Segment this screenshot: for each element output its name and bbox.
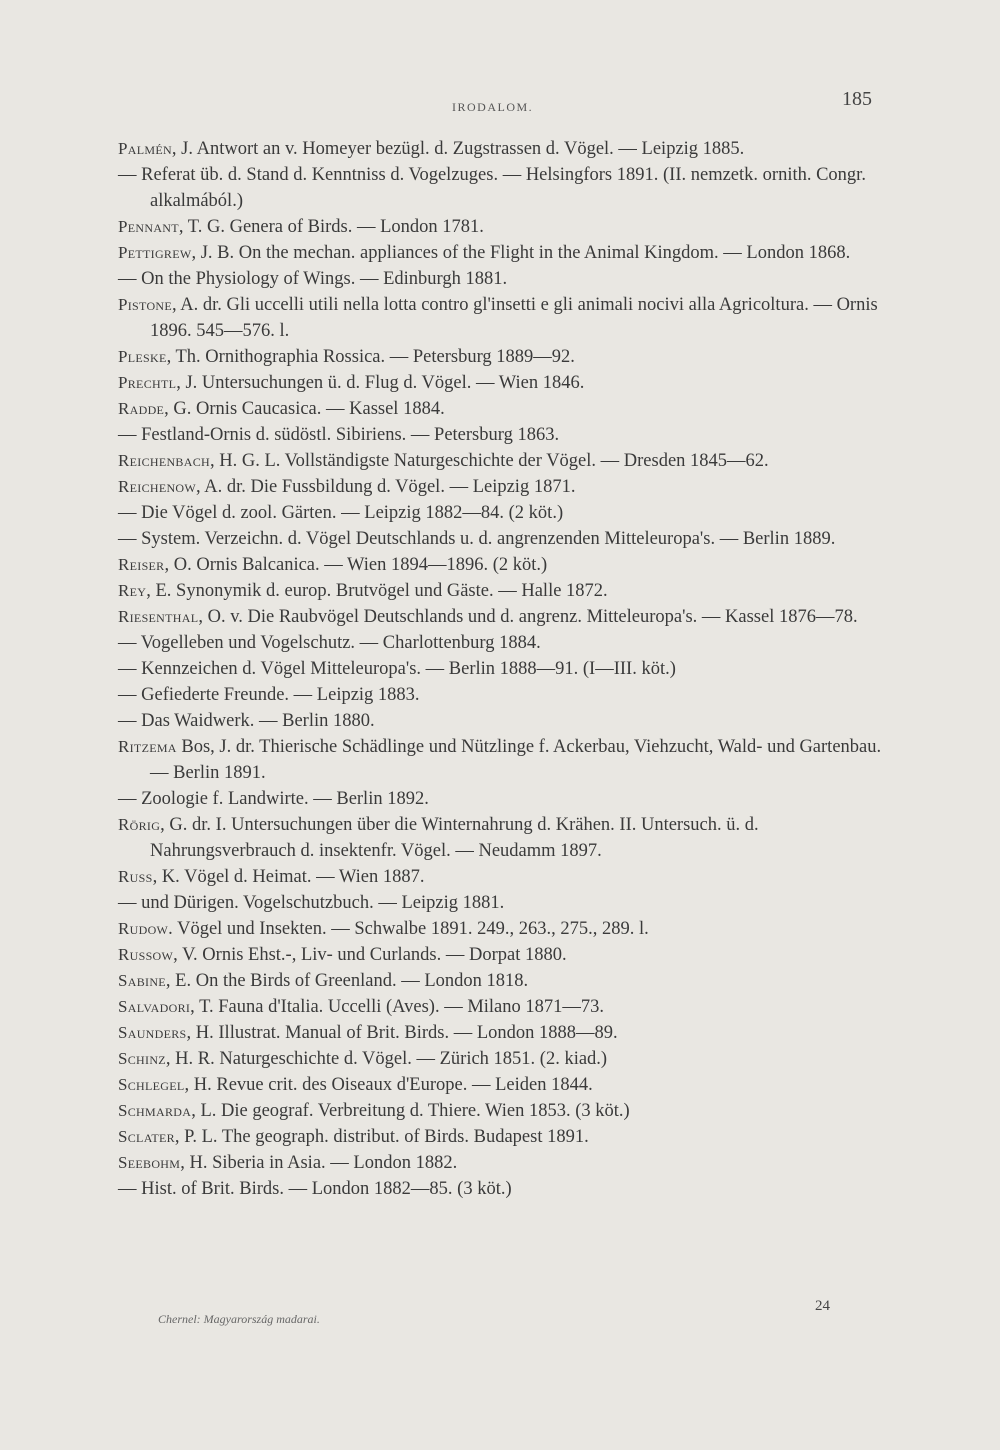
- author-name: Seebohm: [118, 1153, 181, 1172]
- author-name: Reiser: [118, 555, 165, 574]
- bibliography-entry: [118, 786, 888, 812]
- bibliography-entry: [118, 604, 888, 630]
- bibliography-entry: [118, 812, 888, 864]
- author-name: Riesenthal: [118, 607, 199, 626]
- bibliography-entry: [118, 422, 888, 448]
- bibliography-entry: [118, 292, 888, 344]
- bibliography-entry: [118, 474, 888, 500]
- bibliography-entry: [118, 1176, 888, 1202]
- entry-text: , T. G. Genera of Birds. — London 1781.: [178, 217, 484, 237]
- author-name: Pettigrew: [118, 243, 192, 262]
- entry-text: , A. dr. Die Fussbildung d. Vögel. — Leipzig 1871.: [196, 477, 576, 497]
- entry-text: — Hist. of Brit. Birds. — London 1882—85. (3 köt.): [118, 1179, 512, 1199]
- bibliography-entry: [118, 266, 888, 292]
- entry-text: — Das Waidwerk. — Berlin 1880.: [118, 711, 375, 731]
- entry-text: , V. Ornis Ehst.-, Liv- und Curlands. — Dorpat 1880.: [173, 945, 567, 965]
- entry-text: . Vögel und Insekten. — Schwalbe 1891. 249., 263., 275., 289. l.: [168, 919, 649, 939]
- page-number: 185: [842, 88, 872, 110]
- entry-text: , H. Revue crit. des Oiseaux d'Europe. — Leiden 1844.: [184, 1075, 593, 1095]
- author-name: Salvadori: [118, 997, 191, 1016]
- bibliography-entry: [118, 942, 888, 968]
- entry-text: — Referat üb. d. Stand d. Kenntniss d. Vogelzuges. — Helsingfors 1891. (II. nemzetk. ornith. Congr. alkalmából.): [118, 165, 866, 211]
- entry-text: , Th. Ornithographia Rossica. — Petersburg 1889—92.: [166, 347, 575, 367]
- bibliography-entry: [118, 968, 888, 994]
- entry-text: Bos, J. dr. Thierische Schädlinge und Nützlinge f. Ackerbau, Viehzucht, Wald- und Gartenbau. — Berlin 1891.: [150, 737, 882, 783]
- author-name: Palmén: [118, 139, 172, 158]
- author-name: Russow: [118, 945, 174, 964]
- bibliography-entry: [118, 136, 888, 162]
- entry-text: , O. Ornis Balcanica. — Wien 1894—1896. (2 köt.): [164, 555, 548, 575]
- bibliography-entry: [118, 448, 888, 474]
- bibliography-entry: [118, 214, 888, 240]
- author-name: Ritzema: [118, 737, 177, 756]
- bibliography-entry: [118, 396, 888, 422]
- bibliography-entry: [118, 994, 888, 1020]
- sheet-signature: 24: [815, 1298, 830, 1314]
- author-name: Schlegel: [118, 1075, 185, 1094]
- entry-text: , J. Antwort an v. Homeyer bezügl. d. Zugstrassen d. Vögel. — Leipzig 1885.: [171, 139, 745, 159]
- bibliography-entry: [118, 864, 888, 890]
- author-name: Pennant: [118, 217, 179, 236]
- entry-text: — System. Verzeichn. d. Vögel Deutschlands u. d. angrenzenden Mitteleuropa's. — Berlin 1889.: [118, 529, 836, 549]
- entry-text: , T. Fauna d'Italia. Uccelli (Aves). — Milano 1871—73.: [190, 997, 605, 1017]
- entry-text: — Gefiederte Freunde. — Leipzig 1883.: [118, 685, 420, 705]
- bibliography-entry: [118, 1150, 888, 1176]
- author-name: Rudow: [118, 919, 169, 938]
- entry-text: , E. Synonymik d. europ. Brutvögel und Gäste. — Halle 1872.: [146, 581, 608, 601]
- entry-text: , A. dr. Gli uccelli utili nella lotta contro gl'insetti e gli animali nocivi alla Agricoltura. — Ornis 1896. 545—576. l.: [150, 295, 878, 341]
- author-name: Pistone: [118, 295, 172, 314]
- entry-text: — Kennzeichen d. Vögel Mitteleuropa's. — Berlin 1888—91. (I—III. köt.): [118, 659, 676, 679]
- entry-text: , H. G. L. Vollständigste Naturgeschichte der Vögel. — Dresden 1845—62.: [209, 451, 769, 471]
- entry-text: — Zoologie f. Landwirte. — Berlin 1892.: [118, 789, 429, 809]
- author-name: Pleske: [118, 347, 167, 366]
- entry-text: — und Dürigen. Vogelschutzbuch. — Leipzig 1881.: [118, 893, 505, 913]
- bibliography-entry: [118, 1124, 888, 1150]
- bibliography-entry: [118, 370, 888, 396]
- bibliography-entry: [118, 890, 888, 916]
- entry-text: , K. Vögel d. Heimat. — Wien 1887.: [152, 867, 425, 887]
- author-name: Reichenbach: [118, 451, 210, 470]
- entry-text: — Die Vögel d. zool. Gärten. — Leipzig 1882—84. (2 köt.): [118, 503, 564, 523]
- entry-text: — On the Physiology of Wings. — Edinburgh 1881.: [118, 269, 508, 289]
- bibliography-entry: [118, 630, 888, 656]
- entry-text: — Vogelleben und Vogelschutz. — Charlottenburg 1884.: [118, 633, 541, 653]
- author-name: Sabine: [118, 971, 166, 990]
- author-name: Russ: [118, 867, 153, 886]
- running-title: IRODALOM.: [452, 100, 534, 114]
- author-name: Rey: [118, 581, 147, 600]
- bibliography-entry: [118, 240, 888, 266]
- bibliography-entry: [118, 734, 888, 786]
- bibliography-entry: [118, 1098, 888, 1124]
- author-name: Saunders: [118, 1023, 187, 1042]
- entry-text: , G. Ornis Caucasica. — Kassel 1884.: [164, 399, 445, 419]
- entry-text: , H. Illustrat. Manual of Brit. Birds. — London 1888—89.: [186, 1023, 618, 1043]
- bibliography-entry: [118, 344, 888, 370]
- entry-text: , E. On the Birds of Greenland. — London 1818.: [165, 971, 529, 991]
- bibliography-list: [118, 136, 888, 1202]
- bibliography-entry: [118, 708, 888, 734]
- entry-text: — Festland-Ornis d. südöstl. Sibiriens. — Petersburg 1863.: [118, 425, 560, 445]
- author-name: Radde: [118, 399, 165, 418]
- bibliography-entry: [118, 1046, 888, 1072]
- entry-text: , L. Die geograf. Verbreitung d. Thiere. Wien 1853. (3 köt.): [191, 1101, 630, 1121]
- author-name: Prechtl: [118, 373, 177, 392]
- bibliography-entry: [118, 162, 888, 214]
- bibliography-entry: [118, 682, 888, 708]
- bibliography-entry: [118, 578, 888, 604]
- author-name: Rörig: [118, 815, 161, 834]
- entry-text: , H. Siberia in Asia. — London 1882.: [180, 1153, 458, 1173]
- author-name: Schmarda: [118, 1101, 192, 1120]
- author-name: Schinz: [118, 1049, 166, 1068]
- entry-text: , G. dr. I. Untersuchungen über die Winternahrung d. Krähen. II. Untersuch. ü. d. Nahrungsverbrauch d. insektenfr. Vögel. — Neudamm 1897.: [150, 815, 759, 861]
- bibliography-entry: [118, 656, 888, 682]
- bibliography-entry: [118, 500, 888, 526]
- bibliography-entry: [118, 1020, 888, 1046]
- author-name: Sclater: [118, 1127, 175, 1146]
- entry-text: , P. L. The geograph. distribut. of Birds. Budapest 1891.: [174, 1127, 589, 1147]
- source-footnote: Chernel: Magyarország madarai.: [158, 1312, 320, 1326]
- entry-text: , J. Untersuchungen ü. d. Flug d. Vögel. — Wien 1846.: [176, 373, 585, 393]
- bibliography-entry: [118, 916, 888, 942]
- bibliography-entry: [118, 552, 888, 578]
- bibliography-entry: [118, 1072, 888, 1098]
- author-name: Reichenow: [118, 477, 197, 496]
- entry-text: , J. B. On the mechan. appliances of the Flight in the Animal Kingdom. — London 1868.: [191, 243, 851, 263]
- entry-text: , H. R. Naturgeschichte d. Vögel. — Zürich 1851. (2. kiad.): [165, 1049, 608, 1069]
- bibliography-entry: [118, 526, 888, 552]
- entry-text: , O. v. Die Raubvögel Deutschlands und d. angrenz. Mitteleuropa's. — Kassel 1876—78.: [198, 607, 858, 627]
